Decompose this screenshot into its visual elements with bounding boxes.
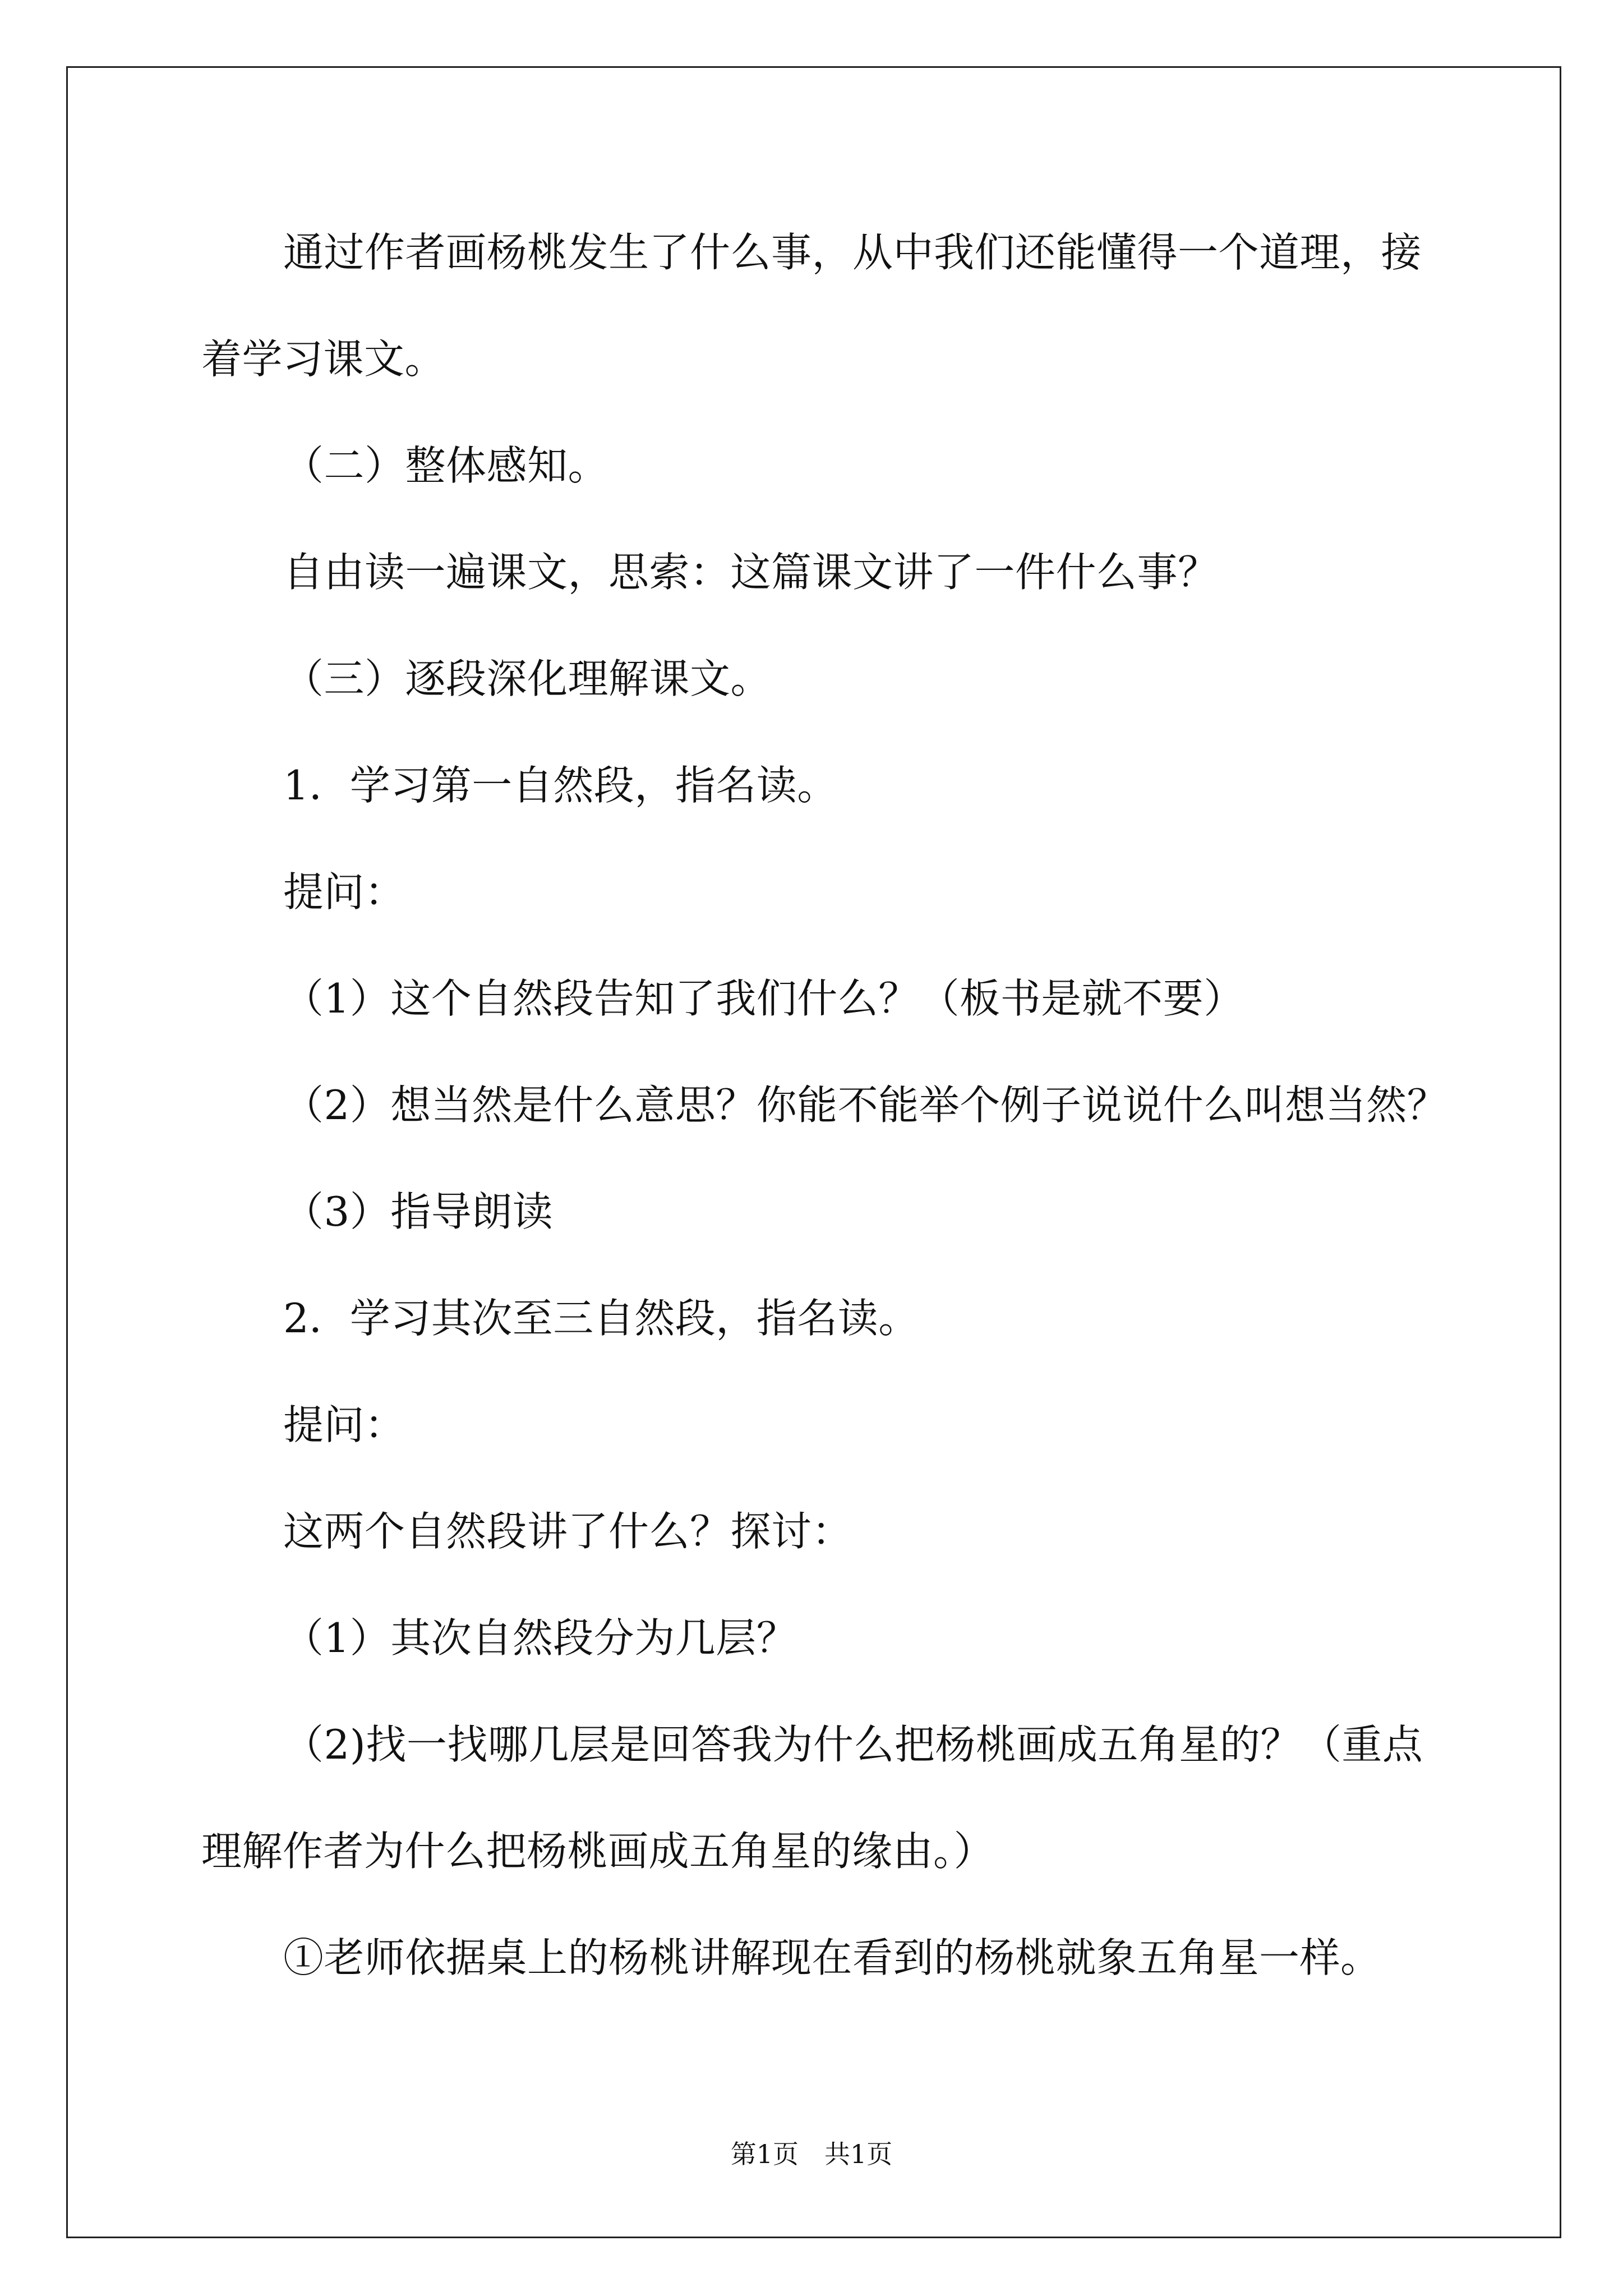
paragraph-line: 着学习课文。 xyxy=(201,335,446,383)
paragraph-line: 自由读一遍课文，思索：这篇课文讲了一件什么事？ xyxy=(283,549,1219,596)
section-heading: （二）整体感知。 xyxy=(283,442,609,489)
paragraph-line: 这两个自然段讲了什么？探讨： xyxy=(283,1508,853,1555)
list-item: （3）指导朗读 xyxy=(283,1188,554,1235)
numbered-item: 2．学习其次至三自然段，指名读。 xyxy=(283,1295,919,1342)
numbered-item: 1．学习第一自然段，指名读。 xyxy=(283,762,838,809)
page-footer: 第1页 共1页 xyxy=(730,2139,893,2169)
paragraph-line: 通过作者画杨桃发生了什么事，从中我们还能懂得一个道理，接 xyxy=(283,229,1422,276)
list-item: （2)找一找哪几层是回答我为什么把杨桃画成五角星的？（重点 xyxy=(283,1721,1423,1768)
section-heading: （三）逐段深化理解课文。 xyxy=(283,655,772,702)
paragraph-line: 理解作者为什么把杨桃画成五角星的缘由。） xyxy=(201,1828,995,1875)
document-body xyxy=(201,199,1491,2011)
list-item: ①老师依据桌上的杨桃讲解现在看到的杨桃就象五角星一样。 xyxy=(283,1934,1381,1981)
list-item: （1）这个自然段告知了我们什么？（板书是就不要） xyxy=(283,975,1244,1022)
paragraph-line: 提问： xyxy=(283,868,405,915)
list-item: （1）其次自然段分为几层？ xyxy=(283,1614,797,1662)
list-item: （2）想当然是什么意思？你能不能举个例子说说什么叫想当然？ xyxy=(283,1082,1448,1129)
paragraph-line: 提问： xyxy=(283,1401,405,1448)
